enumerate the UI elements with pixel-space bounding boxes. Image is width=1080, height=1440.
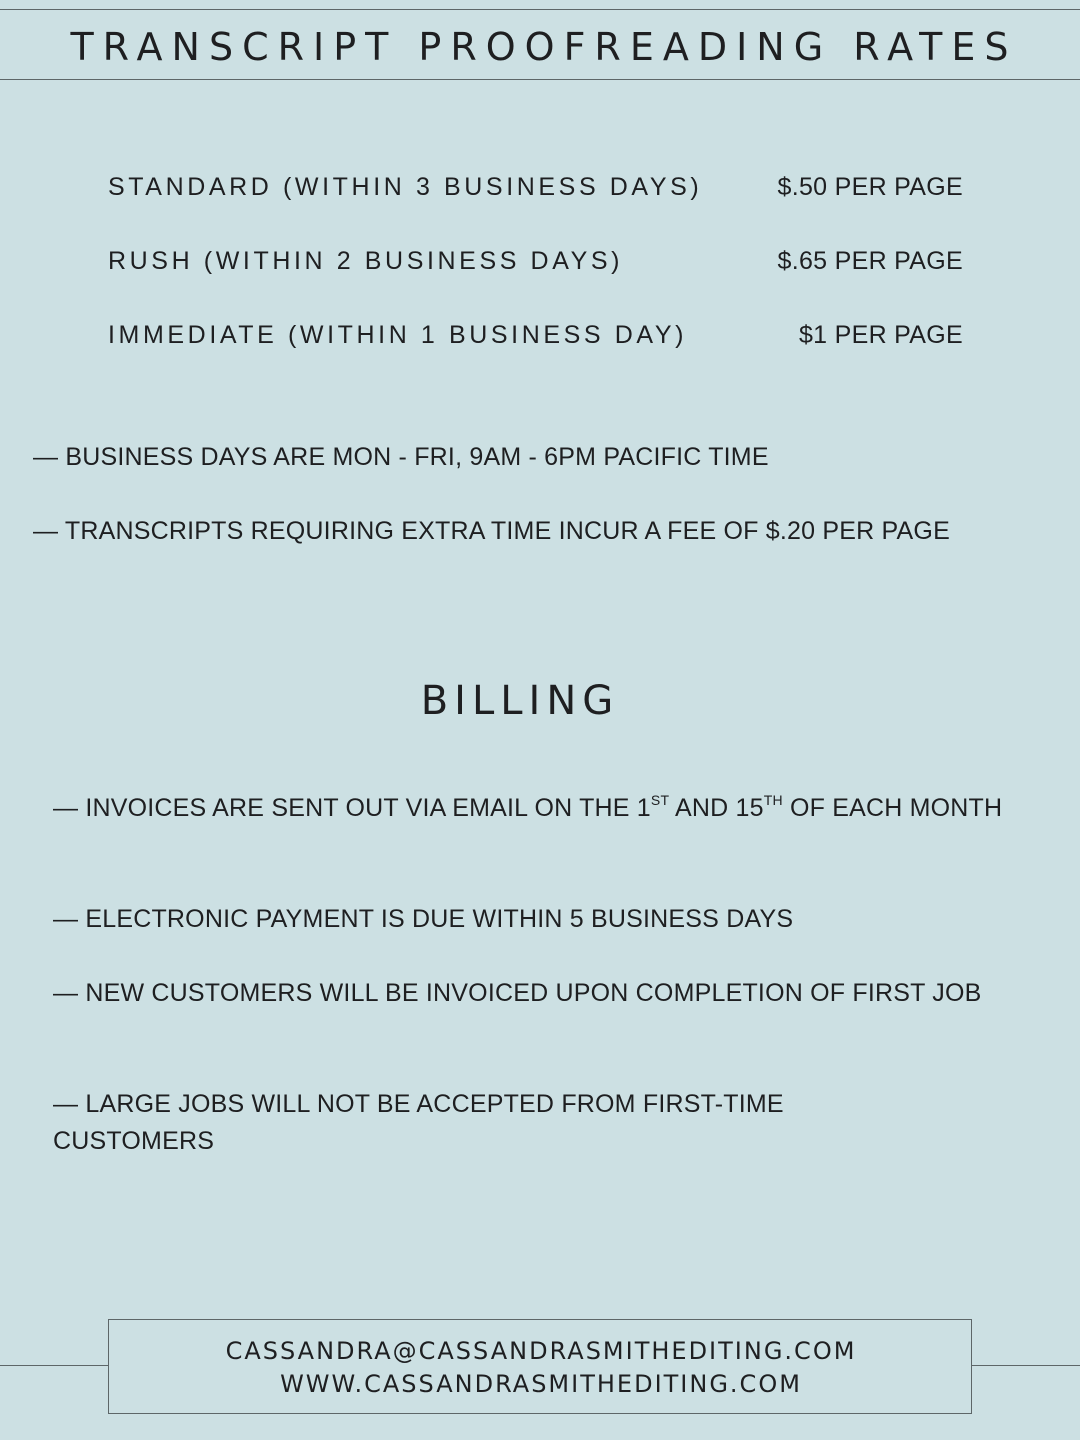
contact-email-link[interactable]: CASSANDRA@CASSANDRASMITHEDITING.COM xyxy=(225,1337,857,1365)
payment-due-note: — ELECTRONIC PAYMENT IS DUE WITHIN 5 BUSINESS DAYS xyxy=(53,905,794,933)
rate-tier-label: IMMEDIATE (WITHIN 1 BUSINESS DAY) xyxy=(108,321,688,349)
website-link[interactable]: WWW.CASSANDRASMITHEDITING.COM xyxy=(280,1370,802,1398)
business-days-note: — BUSINESS DAYS ARE MON - FRI, 9AM - 6PM PACIFIC TIME xyxy=(33,443,769,471)
invoice-schedule-note xyxy=(53,790,1033,827)
rate-price: $.50 PER PAGE xyxy=(777,173,963,201)
footer-rule-right xyxy=(972,1365,1080,1366)
rate-price: $1 PER PAGE xyxy=(798,321,963,349)
rate-row-standard xyxy=(0,170,1080,204)
invoice-note-middle: AND 15 xyxy=(669,794,764,822)
page-title: TRANSCRIPT PROOFREADING RATES xyxy=(70,25,1018,69)
new-customer-invoice-note: — NEW CUSTOMERS WILL BE INVOICED UPON COMPLETION OF FIRST JOB xyxy=(53,979,982,1007)
rate-row-immediate xyxy=(0,318,1080,352)
invoice-note-prefix: — INVOICES ARE SENT OUT VIA EMAIL ON THE 1 xyxy=(53,794,651,822)
large-jobs-note: — LARGE JOBS WILL NOT BE ACCEPTED FROM FIRST-TIME CUSTOMERS xyxy=(53,1090,784,1155)
rate-row-rush xyxy=(0,244,1080,278)
footer-rule-left xyxy=(0,1365,108,1366)
extra-time-fee-note: — TRANSCRIPTS REQUIRING EXTRA TIME INCUR A FEE OF $.20 PER PAGE xyxy=(33,517,950,545)
invoice-note-suffix: OF EACH MONTH xyxy=(782,794,1003,822)
ordinal-suffix-th: TH xyxy=(763,791,783,808)
billing-heading: BILLING xyxy=(420,678,620,724)
contact-box xyxy=(108,1319,972,1414)
rate-price: $.65 PER PAGE xyxy=(777,247,963,275)
rate-tier-label: RUSH (WITHIN 2 BUSINESS DAYS) xyxy=(108,247,624,275)
ordinal-suffix-st: ST xyxy=(650,791,670,808)
rate-tier-label: STANDARD (WITHIN 3 BUSINESS DAYS) xyxy=(108,173,703,201)
